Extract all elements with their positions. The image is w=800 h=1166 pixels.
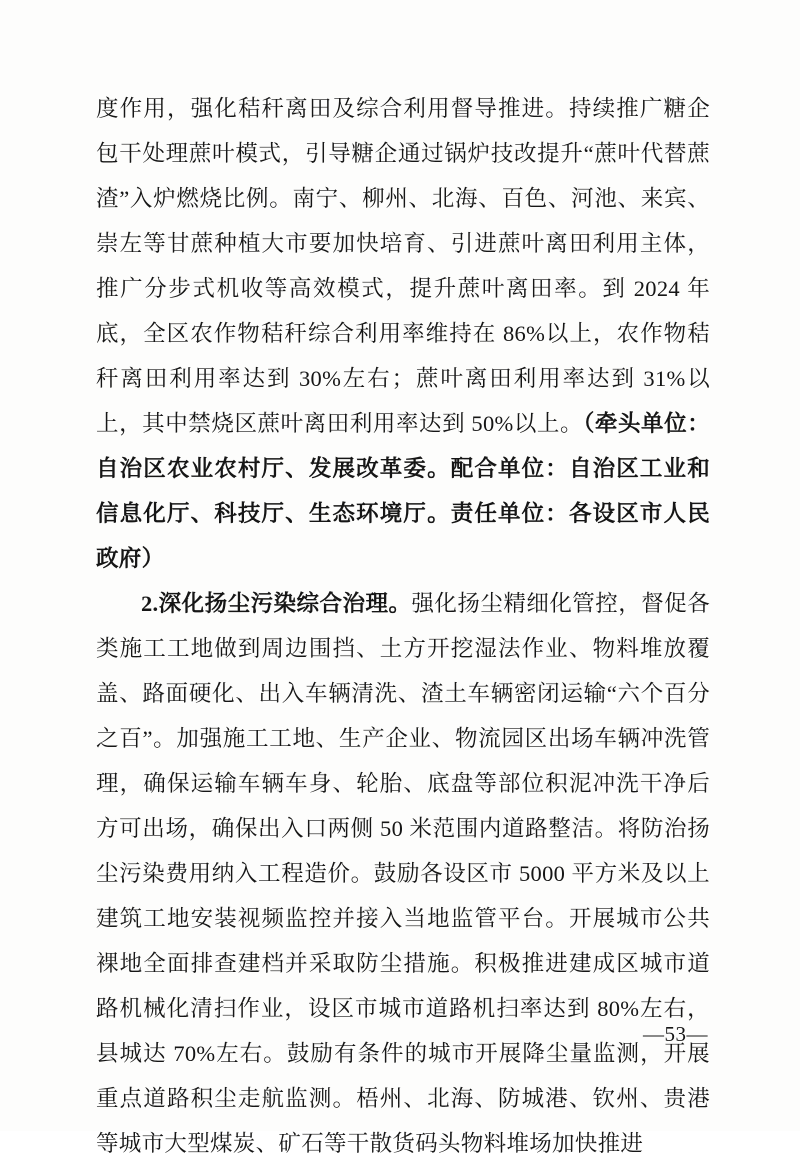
para-continuation-straw-segment-1: （牵头单位：自治区农业农村厅、发展改革委。配合单位：自治区工业和信息化厅、科技厅、生态环境厅。责任单位：各设区市人民政府） [96,411,710,571]
para-continuation-straw-segment-0: 度作用，强化秸秆离田及综合利用督导推进。持续推广糖企包干处理蔗叶模式，引导糖企通过锅炉技改提升“蔗叶代替蔗渣”入炉燃烧比例。南宁、柳州、北海、百色、河池、来宾、崇左等甘蔗种植大市要加快培育、引进蔗叶离田利用主体，推广分步式机收等高效模式，提升蔗叶离田率。到 2024 年底，全区农作物秸秆综合利用率维持在 86%以上，农作物秸秆离田利用率达到 30%左右；蔗叶离田利用率达到 31%以上，其中禁烧区蔗叶离田利用率达到 50%以上。 [96,96,710,436]
para-dust-pollution-segment-0: 2.深化扬尘污染综合治理。 [141,591,412,616]
page-number: —53— [643,1022,708,1046]
para-dust-pollution-segment-1: 强化扬尘精细化管控，督促各类施工工地做到周边围挡、土方开挖湿法作业、物料堆放覆盖、路面硬化、出入车辆清洗、渣土车辆密闭运输“六个百分之百”。加强施工工地、生产企业、物流园区出场车辆冲洗管理，确保运输车辆车身、轮胎、底盘等部位积泥冲洗干净后方可出场，确保出入口两侧 50 米范围内道路整洁。将防治扬尘污染费用纳入工程造价。鼓励各设区市 5000 平方米及以上建筑工地安装视频监控并接入当地监管平台。开展城市公共裸地全面排查建档并采取防尘措施。积极推进建成区城市道路机械化清扫作业，设区市城市道路机扫率达到 80%左右，县城达 70%左右。鼓励有条件的城市开展降尘量监测，开展重点道路积尘走航监测。梧州、北海、防城港、钦州、贵港等城市大型煤炭、矿石等干散货码头物料堆场加快推进 [96,591,710,1156]
page-body [96,86,710,1166]
paragraph-dust-pollution [96,581,710,1166]
paragraph-straw-utilization [96,86,710,581]
